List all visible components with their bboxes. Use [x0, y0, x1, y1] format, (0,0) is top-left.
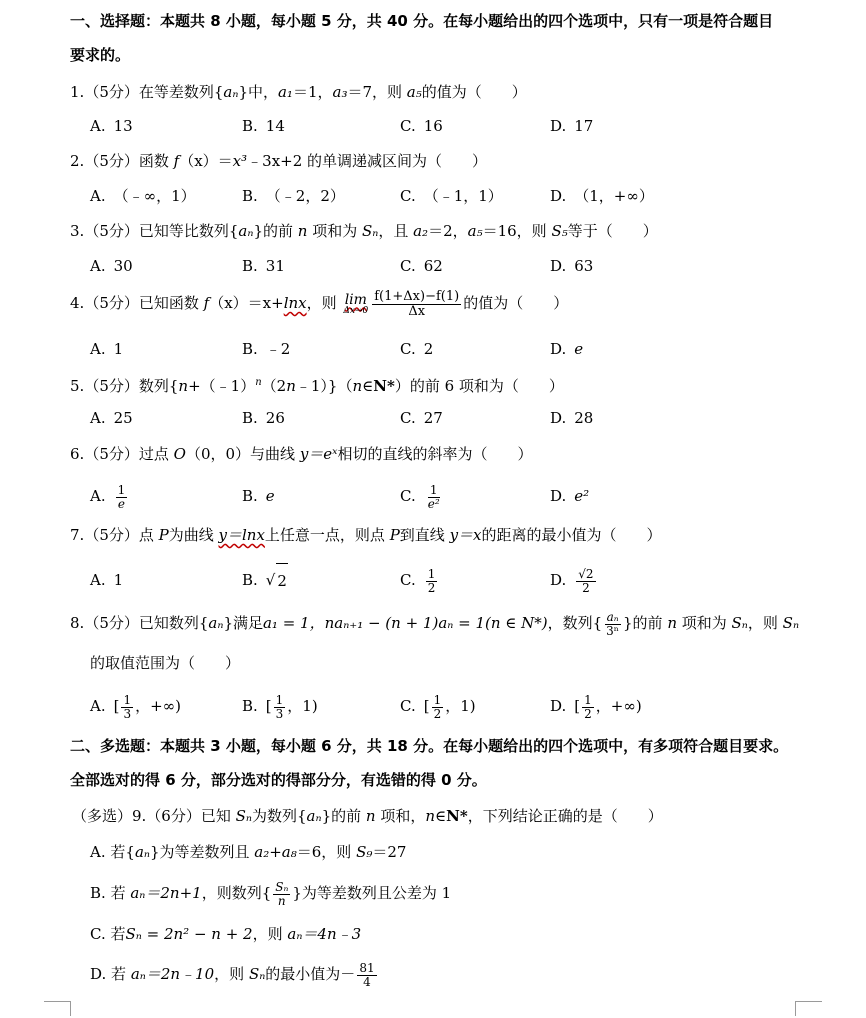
- option-b[interactable]: B. 14: [242, 117, 285, 135]
- question-2: 2.（5分）函数 f（x）＝x³﹣3x+2 的单调递减区间为（ ）: [70, 152, 488, 170]
- option-d[interactable]: D. 17: [550, 117, 594, 135]
- option-d[interactable]: D. $\frac{√2}{2}$: [550, 566, 594, 595]
- question-4-options: [90, 332, 790, 366]
- option-b[interactable]: B. e: [242, 487, 275, 505]
- question-1: 1.（5分）在等差数列{aₙ}中，a₁＝1，a₃＝7，则 a₅的值为（ ）: [70, 83, 527, 101]
- question-2-options: [90, 179, 790, 213]
- option-b[interactable]: B. √ 2: [242, 563, 288, 598]
- option-a[interactable]: A. [ $\frac{1}{3}$ ，+∞): [90, 692, 182, 721]
- question-1-options: [90, 109, 790, 143]
- option-b[interactable]: B. ﹣2: [242, 340, 291, 358]
- section2-title: 二、多选题：本题共 3 小题，每小题 6 分，共 18 分。在每小题给出的四个选项中，有多项符合题目要求。 全部选对的得 6 分，部分选对的得部分分，有选错的得 0 分。: [70, 737, 789, 789]
- question-8-continuation: 的取值范围为（ ）: [90, 654, 241, 672]
- question-4: 4.（5分）已知函数 f（x）＝x+lnx，则 lim Δx→0 $\frac{f(1+\Delta x)-f(1)}{\Delta x}$ 的值为（ ）: [70, 289, 569, 319]
- page-corner-mark-left: [44, 1001, 71, 1016]
- option-d[interactable]: D. e²: [550, 487, 590, 505]
- question-9-option-a[interactable]: A. 若{aₙ}为等差数列且 a₂+a₈＝6，则 S₉＝27: [90, 843, 407, 861]
- section1-title: 一、选择题：本题共 8 小题，每小题 5 分，共 40 分。在每小题给出的四个选项中，只有一项是符合题目 要求的。: [70, 12, 774, 64]
- option-c[interactable]: C. 16: [400, 117, 443, 135]
- option-d[interactable]: D. [ $\frac{1}{2}$ ，+∞): [550, 692, 642, 721]
- option-a[interactable]: A. 13: [90, 117, 133, 135]
- option-a[interactable]: A. 30: [90, 257, 133, 275]
- question-3: 3.（5分）已知等比数列{aₙ}的前 n 项和为 Sₙ，且 a₂＝2，a₅＝16，则 S₅等于（ ）: [70, 222, 658, 240]
- limit-operator: lim Δx→0: [343, 291, 369, 316]
- question-9-option-b[interactable]: B. 若 aₙ＝2n+1，则数列{ $\frac{\text{Sₙ}}{n}$ }为等差数列且公差为 1: [90, 880, 452, 908]
- option-b[interactable]: B. 31: [242, 257, 285, 275]
- option-d[interactable]: D. 28: [550, 409, 594, 427]
- question-6: 6.（5分）过点 O（0，0）与曲线 y＝eˣ相切的直线的斜率为（ ）: [70, 445, 533, 463]
- option-b[interactable]: B. （﹣2，2）: [242, 187, 345, 205]
- option-b[interactable]: B. [ $\frac{1}{3}$ ，1): [242, 692, 318, 721]
- option-c[interactable]: C. $\frac{1}{2}$: [400, 566, 436, 595]
- question-9-option-c[interactable]: C. 若Sₙ = 2n² − n + 2，则 aₙ＝4n﹣3: [90, 925, 362, 943]
- question-3-options: [90, 249, 790, 283]
- option-a[interactable]: A. $\frac{1}{e}$: [90, 482, 126, 511]
- option-a[interactable]: A. （﹣∞，1）: [90, 187, 196, 205]
- option-d[interactable]: D. （1，+∞）: [550, 187, 654, 205]
- option-c[interactable]: C. 62: [400, 257, 443, 275]
- page-corner-mark-right: [795, 1001, 822, 1016]
- option-b[interactable]: B. 26: [242, 409, 285, 427]
- question-7-options: [90, 563, 790, 597]
- option-a[interactable]: A. 25: [90, 409, 133, 427]
- question-9-option-d[interactable]: D. 若 aₙ＝2n﹣10，则 Sₙ的最小值为－ $\frac{81}{4}$: [90, 961, 375, 989]
- question-6-options: [90, 479, 790, 513]
- question-9: （多选）9.（6分）已知 Sₙ为数列{aₙ}的前 n 项和，n∈N*，下列结论正确的是（ ）: [72, 807, 663, 825]
- option-c[interactable]: C. 27: [400, 409, 443, 427]
- question-5-options: [90, 401, 790, 435]
- question-8-options: [90, 689, 790, 723]
- option-d[interactable]: D. 63: [550, 257, 594, 275]
- option-c[interactable]: C. $\frac{1}{\text{e²}}$: [400, 482, 440, 511]
- question-7: 7.（5分）点 P为曲线 y＝lnx上任意一点，则点 P到直线 y＝x的距离的最小值为（ ）: [70, 526, 662, 544]
- option-a[interactable]: A. 1: [90, 340, 124, 358]
- option-c[interactable]: C. 2: [400, 340, 434, 358]
- option-c[interactable]: C. [ $\frac{1}{2}$ ，1): [400, 692, 476, 721]
- option-a[interactable]: A. 1: [90, 571, 124, 589]
- option-c[interactable]: C. （﹣1，1）: [400, 187, 503, 205]
- option-d[interactable]: D. e: [550, 340, 584, 358]
- question-8: 8.（5分）已知数列{aₙ}满足a₁ = 1，naₙ₊₁ − (n + 1)aₙ = 1(n ∈ N*)，数列{ $\frac{\text{aₙ}}{\text{3ⁿ}}$ }的前 n 项和为 Sₙ，则 Sₙ: [70, 610, 800, 638]
- limit-fraction: $\frac{f(1+\Delta x)-f(1)}{\Delta x}$: [374, 289, 460, 319]
- question-5: 5.（5分）数列{n+（﹣1）$^n$（2n﹣1）}（n∈N*）的前 6 项和为（ ）: [70, 377, 564, 395]
